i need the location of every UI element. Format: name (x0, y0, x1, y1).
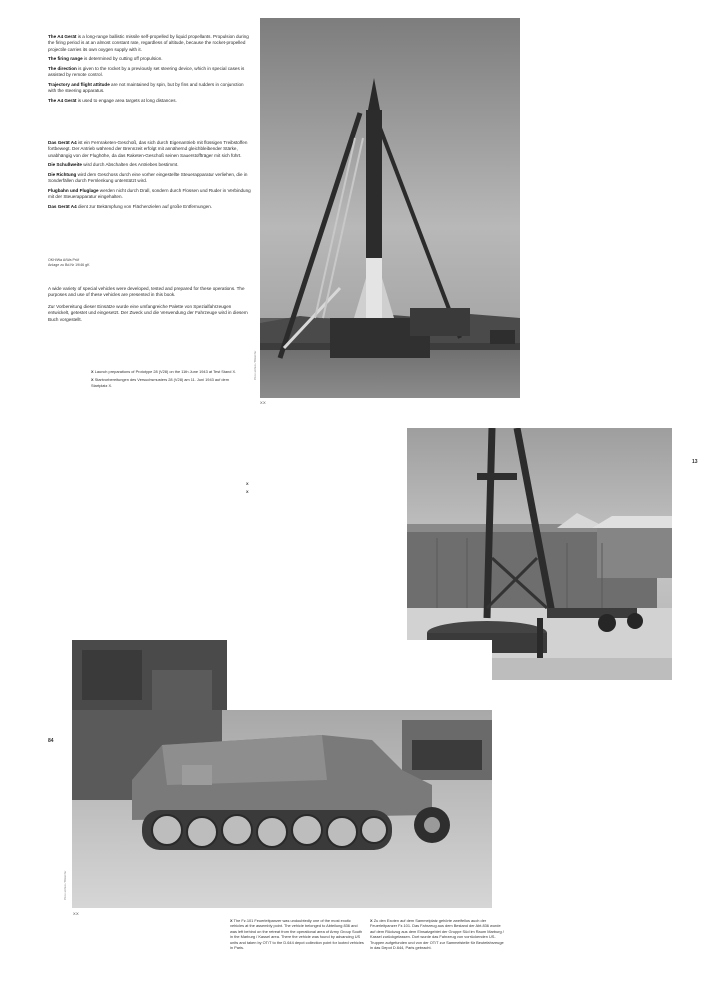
summary-english: A wide variety of special vehicles were developed, tested and prepared for these operations. The purposes and use of these vehicles are presented in this book. (48, 286, 245, 298)
caption-text: Zu den Exoten auf dem Sammelplatz gehörte zweifellos auch der Feuerleitpanzer Fz.101. Das Fahrzeug aus dem Bestand der Abt.836 wurde auf dem Rückzug aus dem Einsatzgebiet der Gruppe Süd im Raum Marburg / Kassel zurückgelassen. Dort wurde das Fahrzeug von vorrückenden US-Truppen aufgefunden und von der OT/T zur Sammelstelle für Beutefahrzeuge in das Depot D.644, Paris gebracht. (370, 918, 504, 951)
paragraph (48, 56, 253, 62)
paragraph (48, 34, 253, 53)
term: Die Richtung (48, 172, 77, 177)
caption-launch (91, 369, 241, 391)
caption-meiller (246, 481, 398, 498)
photo-feuerleitpanzer (72, 640, 492, 908)
paragraph (48, 82, 253, 95)
photo-ref-label: XX (260, 400, 266, 405)
caption-english (91, 369, 241, 374)
caption-panzer-english (230, 918, 365, 953)
caption-text: Startvorbereitungen des Versuchsmusters 28 (V28) am 11. Juni 1943 auf dem Startplatz X. (91, 377, 229, 388)
definition: wird dem Geschoss durch eine vorher eingestellte Steuerapparatur verliehen, die in Sonderfällen durch Fernlenkung unterstützt wird. (48, 172, 248, 184)
caption-text: Launch preparations of Prototype 28 (V28) on the 11th June 1943 at Test Stand X. (94, 369, 237, 374)
caption-marker: X (370, 918, 373, 923)
caption-text: The Fz.101 Feuerleitpanzer was undoubtedly one of the most exotic vehicles at the assembly point. The vehicle belonged to Abteilung 836 and was left behind on the retreat from the operational area of Army Group South in the Marburg / Kassel area. There the vehicle was found by advancing US units and taken by OT/T to the D.644 depot collection point for looted vehicles in Paris. (230, 918, 364, 951)
paragraph (48, 162, 253, 168)
photo-credit: Photo archive / Bildarchiv (254, 350, 257, 380)
source-line: Anlage zu Bd.Nr 19/46 gK (48, 263, 90, 267)
paragraph (48, 172, 253, 185)
paragraph (48, 66, 253, 79)
term: The A4 Gerät (48, 34, 77, 39)
definition: are not maintained by spin, but by fins and rudders in conjunction with the steering apparatus. (48, 82, 244, 94)
term: The direction (48, 66, 77, 71)
caption-german (246, 489, 398, 494)
definition: is determined by cutting off propulsion. (82, 56, 163, 62)
term: Das Gerät A4 (48, 140, 77, 145)
caption-english (230, 918, 365, 950)
photo-credit: Photo archive / Bildarchiv (64, 870, 67, 900)
caption-panzer-german (370, 918, 505, 953)
page-number-left: 84 (48, 738, 54, 744)
caption-german (91, 377, 241, 388)
summary-german: Zur Vorbereitung dieser Einsätze wurde eine umfangreiche Palette von Spezialfahrzeugen entwickelt, getestet und eingesetzt. Der Zweck und die Verwendung der Fahrzeuge wird in diesem Buch vorgestellt. (48, 303, 248, 322)
paragraph (48, 140, 253, 159)
summary (48, 286, 253, 326)
definition: werden nicht durch Drall, sondern durch Flossen und Ruder in Verbindung mit der Steuerapparatur eingehalten. (48, 188, 251, 200)
photo-a4-launch-image (260, 18, 520, 398)
definition: wird durch Abschalten des Antriebes bestimmt. (81, 162, 179, 168)
photo-a4-launch (260, 18, 520, 398)
caption-marker: X (246, 489, 249, 495)
paragraph (48, 98, 253, 104)
source-note (48, 258, 168, 268)
definition: is used to engage area targets at long distances. (76, 98, 177, 103)
term: Die Schußweite (48, 162, 82, 168)
definition: is a long-range ballistic missile self-propelled by liquid propellants. Propulsion during the firing period is at an almost constant rate, regardless of altitude, because the rocket-propelled projectile carries its own oxygen supply with it. (48, 34, 249, 52)
caption-marker: X (91, 377, 94, 383)
definition: is given to the rocket by a previously set steering device, which in special cases is assisted by remote control. (48, 66, 245, 78)
paragraph (48, 204, 253, 210)
german-intro (48, 140, 253, 214)
term: Trajectory and flight attitude (48, 82, 110, 87)
photo-ref-label: XX (73, 911, 79, 916)
photo-feuerleitpanzer-image (72, 640, 492, 908)
definition: dient zur Bekämpfung von Flächenzielen auf große Entfernungen. (76, 204, 213, 209)
term: Flugbahn und Fluglage (48, 188, 99, 193)
caption-marker: X (91, 369, 94, 374)
caption-marker: X (230, 918, 233, 923)
page-number-right: 13 (692, 459, 698, 465)
term: Das Gerät A4 (48, 204, 77, 209)
definition: ist ein Fernraketen-Geschoß, das sich durch Eigenantrieb mit flüssigen Treibstoffen fortbewegt. Der Antrieb während der Brennzeit erfolgt mit annähernd gleichbleibender Stärke, unabhängig von der Flughöhe, da das Raketen-Geschoß seinen Sauerstoffträger mit sich führt. (48, 140, 248, 158)
paragraph (48, 188, 253, 201)
caption-english (246, 481, 398, 486)
source-line: OKH/Wa A/Wa Prüf (48, 258, 80, 262)
caption-marker: X (246, 481, 249, 486)
term: The firing range (48, 56, 83, 62)
caption-german (370, 918, 505, 950)
term: The A4 Gerät (48, 98, 77, 103)
english-intro (48, 34, 253, 108)
